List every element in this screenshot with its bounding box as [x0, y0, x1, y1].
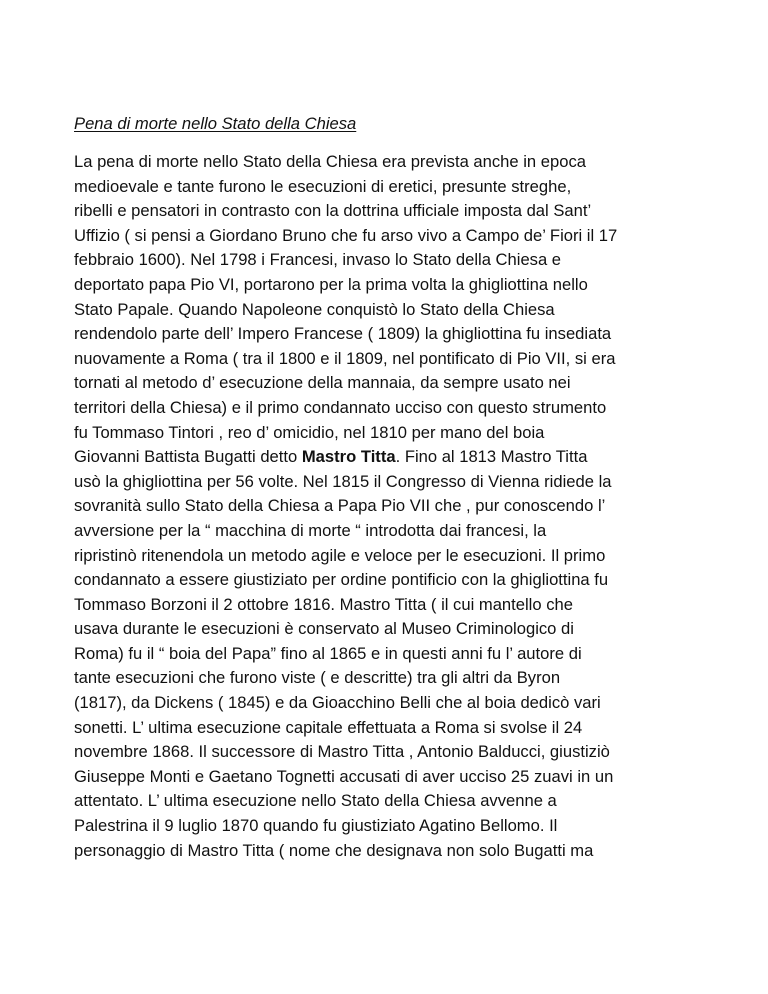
- text-line: sonetti. L’ ultima esecuzione capitale effettuata a Roma si svolse il 24: [74, 717, 583, 737]
- text-segment: Giovanni Battista Bugatti detto: [74, 447, 302, 467]
- text-line: rendendolo parte dell’ Impero Francese ( 1809) la ghigliottina fu insediata: [74, 324, 612, 344]
- text-line: Roma) fu il “ boia del Papa” fino al 1865 e in questi anni fu l’ autore di: [74, 643, 582, 663]
- text-line: condannato a essere giustiziato per ordine pontificio con la ghigliottina fu: [74, 570, 609, 590]
- text-line: deportato papa Pio VI, portarono per la prima volta la ghigliottina nello: [74, 274, 588, 294]
- text-line: personaggio di Mastro Titta ( nome che designava non solo Bugatti ma: [74, 840, 594, 860]
- text-line: sovranità sullo Stato della Chiesa a Papa Pio VII che , pur conoscendo l’: [74, 496, 606, 516]
- text-line-with-bold: [74, 445, 698, 470]
- document-page: [74, 112, 698, 863]
- bold-name: Mastro Titta: [301, 447, 396, 467]
- text-line: Tommaso Borzoni il 2 ottobre 1816. Mastro Titta ( il cui mantello che: [74, 594, 573, 614]
- text-line: avversione per la “ macchina di morte “ introdotta dai francesi, la: [74, 520, 547, 540]
- text-line: La pena di morte nello Stato della Chiesa era prevista anche in epoca: [74, 152, 586, 171]
- document-paragraph: [74, 150, 698, 863]
- text-line: medioevale e tante furono le esecuzioni di eretici, presunte streghe,: [74, 176, 572, 196]
- text-line: ribelli e pensatori in contrasto con la dottrina ufficiale imposta dal Sant’: [74, 201, 592, 221]
- text-line: ripristinò ritenendola un metodo agile e veloce per le esecuzioni. Il primo: [74, 545, 606, 565]
- text-line: Palestrina il 9 luglio 1870 quando fu giustiziato Agatino Bellomo. Il: [74, 816, 558, 836]
- text-line: nuovamente a Roma ( tra il 1800 e il 1809, nel pontificato di Pio VII, si era: [74, 348, 616, 368]
- text-line: usò la ghigliottina per 56 volte. Nel 1815 il Congresso di Vienna ridiede la: [74, 471, 612, 491]
- text-line: Giuseppe Monti e Gaetano Tognetti accusati di aver ucciso 25 zuavi in un: [74, 766, 614, 786]
- text-line: attentato. L’ ultima esecuzione nello Stato della Chiesa avvenne a: [74, 791, 557, 811]
- text-line: febbraio 1600). Nel 1798 i Francesi, invaso lo Stato della Chiesa e: [74, 250, 562, 270]
- text-line: fu Tommaso Tintori , reo d’ omicidio, nel 1810 per mano del boia: [74, 422, 545, 442]
- text-line: (1817), da Dickens ( 1845) e da Gioacchino Belli che al boia dedicò vari: [74, 693, 601, 713]
- text-line: tornati al metodo d’ esecuzione della mannaia, da sempre usato nei: [74, 373, 571, 393]
- text-line: novembre 1868. Il successore di Mastro Titta , Antonio Balducci, giustiziò: [74, 742, 610, 762]
- text-line: usava durante le esecuzioni è conservato al Museo Criminologico di: [74, 619, 574, 639]
- text-line: Stato Papale. Quando Napoleone conquistò lo Stato della Chiesa: [74, 299, 555, 319]
- text-line: territori della Chiesa) e il primo condannato ucciso con questo strumento: [74, 397, 607, 417]
- text-line: Uffizio ( si pensi a Giordano Bruno che fu arso vivo a Campo de’ Fiori il 17: [74, 225, 618, 245]
- document-title: Pena di morte nello Stato della Chiesa: [74, 114, 357, 133]
- text-segment: . Fino al 1813 Mastro Titta: [395, 447, 588, 467]
- text-line: tante esecuzioni che furono viste ( e descritte) tra gli altri da Byron: [74, 668, 561, 688]
